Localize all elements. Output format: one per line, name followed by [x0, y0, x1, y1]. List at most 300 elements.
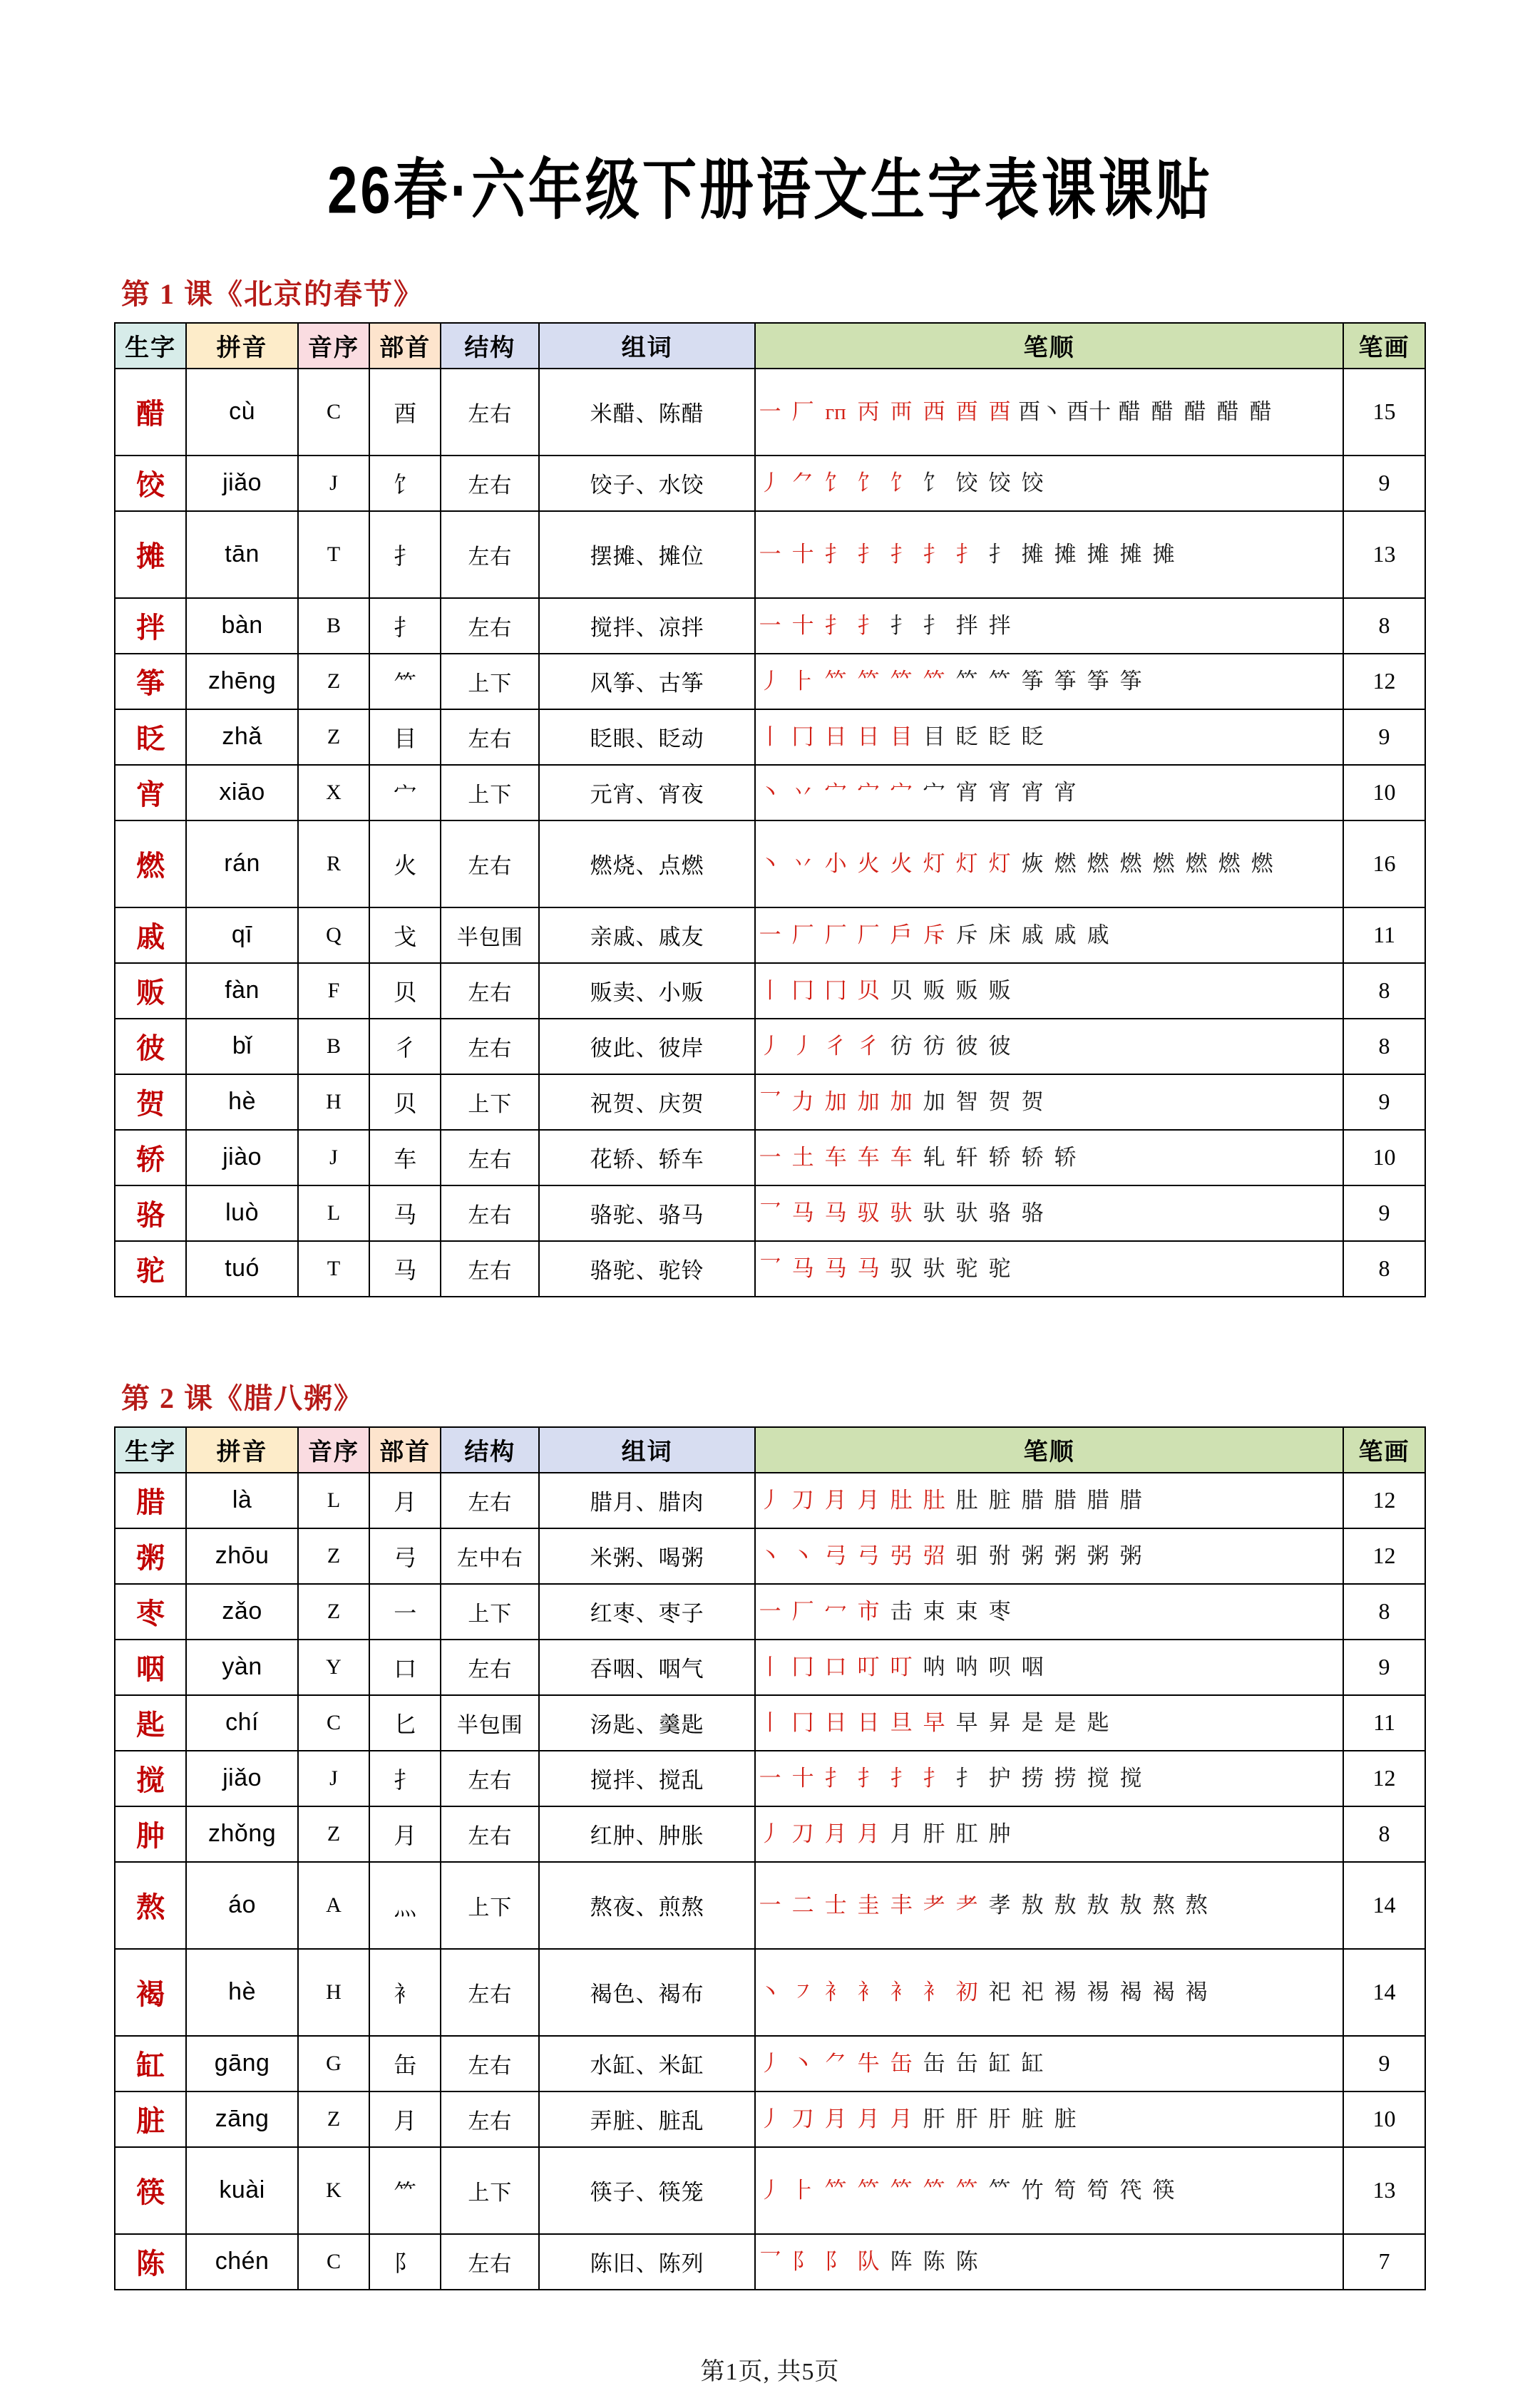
stroke-order-cell — [755, 456, 1343, 511]
pinyin-cell: tuó — [186, 1241, 298, 1297]
stroke-order-cell — [755, 1130, 1343, 1185]
stroke-sequence — [756, 1542, 1343, 1570]
zuci-cell: 眨眼、眨动 — [539, 709, 755, 765]
character-cell: 熬 — [115, 1862, 186, 1949]
stroke-step: 扌 — [923, 541, 945, 567]
character-cell: 骆 — [115, 1185, 186, 1241]
pinyin-cell: jiào — [186, 1130, 298, 1185]
stroke-step: 酉 — [988, 398, 1011, 424]
table-header-row — [115, 1427, 1425, 1473]
stroke-step: 𥫗 — [890, 2177, 913, 2203]
stroke-order-cell — [755, 765, 1343, 820]
stroke-step: 驭 — [890, 1255, 913, 1281]
stroke-step: 筝 — [1087, 668, 1109, 694]
jiegou-cell: 左右 — [441, 598, 539, 654]
pinyin-cell: bàn — [186, 598, 298, 654]
zuci-cell: 饺子、水饺 — [539, 456, 755, 511]
stroke-sequence — [756, 2248, 1343, 2276]
jiegou-cell: 左右 — [441, 1949, 539, 2036]
stroke-step: 日 — [857, 724, 880, 749]
character-cell: 贺 — [115, 1074, 186, 1130]
zuci-cell: 贩卖、小贩 — [539, 963, 755, 1019]
column-header-bihua: 笔画 — [1343, 1427, 1425, 1473]
stroke-step: 月 — [857, 1487, 880, 1513]
zuci-cell: 骆驼、骆马 — [539, 1185, 755, 1241]
stroke-step: 衤 — [824, 1979, 847, 2005]
stroke-step: 丶 — [759, 779, 781, 805]
stroke-step: 冂 — [791, 1654, 814, 1679]
jiegou-cell: 上下 — [441, 654, 539, 709]
stroke-step: 轿 — [1021, 1144, 1044, 1170]
stroke-step: 燃 — [1218, 850, 1241, 876]
stroke-step: 厂 — [824, 922, 847, 947]
bushou-cell: ⺮ — [369, 654, 441, 709]
stroke-step: 灯 — [988, 850, 1011, 876]
stroke-step: 丷 — [791, 850, 814, 876]
character-cell: 缸 — [115, 2036, 186, 2091]
yinxu-cell: B — [298, 598, 369, 654]
character-cell: 饺 — [115, 456, 186, 511]
stroke-step: 褐 — [1152, 1979, 1175, 2005]
pinyin-cell: yàn — [186, 1640, 298, 1695]
table-header-row — [115, 323, 1425, 369]
stroke-step: 丰 — [890, 1892, 913, 1918]
stroke-step: 马 — [824, 1255, 847, 1281]
stroke-step: ⺈ — [824, 2050, 847, 2076]
yinxu-cell: Q — [298, 907, 369, 963]
stroke-step: 肚 — [923, 1487, 945, 1513]
bushou-cell: 衤 — [369, 1949, 441, 2036]
bushou-cell: 匕 — [369, 1695, 441, 1751]
jiegou-cell: 左右 — [441, 709, 539, 765]
stroke-step: 厂 — [791, 922, 814, 947]
stroke-step: 贩 — [955, 977, 978, 1003]
character-cell: 枣 — [115, 1584, 186, 1640]
zuci-cell: 搅拌、凉拌 — [539, 598, 755, 654]
column-header-zuci: 组词 — [539, 1427, 755, 1473]
stroke-step: 醋 — [1151, 398, 1174, 424]
table-row — [115, 369, 1425, 456]
stroke-step: 月 — [890, 1821, 913, 1846]
stroke-sequence — [756, 398, 1343, 426]
jiegou-cell: 上下 — [441, 1862, 539, 1949]
stroke-step: 呐 — [923, 1654, 945, 1679]
stroke-step: 士 — [824, 1892, 847, 1918]
stroke-step: 摊 — [1021, 541, 1044, 567]
zuci-cell: 元宵、宵夜 — [539, 765, 755, 820]
stroke-order-cell — [755, 2036, 1343, 2091]
character-cell: 戚 — [115, 907, 186, 963]
stroke-sequence — [756, 667, 1343, 696]
stroke-sequence — [756, 723, 1343, 751]
table-row — [115, 907, 1425, 963]
bushou-cell: 口 — [369, 1640, 441, 1695]
table-row — [115, 654, 1425, 709]
stroke-step: 燃 — [1185, 850, 1208, 876]
stroke-count-cell: 9 — [1343, 709, 1425, 765]
stroke-step: 护 — [988, 1765, 1011, 1791]
stroke-sequence — [756, 850, 1343, 878]
stroke-step: 阝 — [824, 2248, 847, 2274]
stroke-step: 饺 — [988, 470, 1011, 495]
stroke-step: 驮 — [955, 1200, 978, 1225]
stroke-step: 呗 — [988, 1654, 1011, 1679]
zuci-cell: 弄脏、脏乱 — [539, 2091, 755, 2147]
stroke-step: 丨 — [759, 724, 781, 749]
stroke-step: 饣 — [890, 470, 913, 495]
column-header-yinxu: 音序 — [298, 1427, 369, 1473]
stroke-step: 祀 — [988, 1979, 1011, 2005]
column-header-zuci: 组词 — [539, 323, 755, 369]
stroke-step: ㇇ — [791, 1979, 814, 2005]
pinyin-cell: qī — [186, 907, 298, 963]
stroke-step: 火 — [857, 850, 880, 876]
stroke-step: 丿 — [759, 2177, 781, 2203]
stroke-step: 戚 — [1087, 922, 1109, 947]
stroke-sequence — [756, 1709, 1343, 1737]
bushou-cell: 弓 — [369, 1528, 441, 1584]
pinyin-cell: fàn — [186, 963, 298, 1019]
stroke-step: 轿 — [1054, 1144, 1077, 1170]
pinyin-cell: kuài — [186, 2147, 298, 2234]
stroke-step: 摊 — [1087, 541, 1109, 567]
stroke-step: 醋 — [1118, 398, 1141, 424]
bushou-cell: 灬 — [369, 1862, 441, 1949]
table-row — [115, 963, 1425, 1019]
zuci-cell: 彼此、彼岸 — [539, 1019, 755, 1074]
stroke-order-cell — [755, 1019, 1343, 1074]
stroke-step: 宀 — [824, 779, 847, 805]
stroke-order-cell — [755, 1473, 1343, 1528]
pinyin-cell: bǐ — [186, 1019, 298, 1074]
stroke-step: 耂 — [955, 1892, 978, 1918]
stroke-step: 彷 — [923, 1033, 945, 1059]
stroke-count-cell: 9 — [1343, 2036, 1425, 2091]
zuci-cell: 米粥、喝粥 — [539, 1528, 755, 1584]
bushou-cell: 马 — [369, 1241, 441, 1297]
stroke-step: 一 — [759, 1765, 781, 1791]
stroke-step: 彼 — [955, 1033, 978, 1059]
stroke-step: 褐 — [1185, 1979, 1208, 2005]
stroke-step: 马 — [791, 1200, 814, 1225]
table-row — [115, 1074, 1425, 1130]
stroke-step: 丨 — [759, 977, 781, 1003]
yinxu-cell: Z — [298, 709, 369, 765]
character-cell: 醋 — [115, 369, 186, 456]
stroke-count-cell: 15 — [1343, 369, 1425, 456]
stroke-step: 扌 — [824, 541, 847, 567]
zuci-cell: 水缸、米缸 — [539, 2036, 755, 2091]
stroke-step: 车 — [890, 1144, 913, 1170]
stroke-order-cell — [755, 1806, 1343, 1862]
character-cell: 彼 — [115, 1019, 186, 1074]
table-row — [115, 1806, 1425, 1862]
stroke-order-cell — [755, 369, 1343, 456]
bushou-cell: 戈 — [369, 907, 441, 963]
stroke-step: 耂 — [923, 1892, 945, 1918]
stroke-count-cell: 14 — [1343, 1862, 1425, 1949]
stroke-step: 月 — [824, 1821, 847, 1846]
stroke-count-cell: 9 — [1343, 1640, 1425, 1695]
stroke-step: 脏 — [1021, 2106, 1044, 2131]
stroke-step: 摊 — [1054, 541, 1077, 567]
yinxu-cell: H — [298, 1074, 369, 1130]
stroke-step: 斥 — [923, 922, 945, 947]
table-row — [115, 1528, 1425, 1584]
character-cell: 摊 — [115, 511, 186, 598]
zuci-cell: 米醋、陈醋 — [539, 369, 755, 456]
zuci-cell: 红枣、枣子 — [539, 1584, 755, 1640]
stroke-step: 枣 — [988, 1598, 1011, 1624]
stroke-step: 腊 — [1087, 1487, 1109, 1513]
stroke-step: 日 — [857, 1709, 880, 1735]
stroke-step: 肚 — [890, 1487, 913, 1513]
stroke-step: 厂 — [791, 1598, 814, 1624]
stroke-step: ⺈ — [791, 470, 814, 495]
stroke-step: 丷 — [791, 779, 814, 805]
stroke-step: 𥫗 — [988, 2177, 1011, 2203]
table-body-2 — [115, 1473, 1425, 2290]
lesson-section-1 — [114, 272, 1426, 1297]
stroke-order-cell — [755, 1949, 1343, 2036]
stroke-step: 力 — [791, 1089, 814, 1114]
stroke-step: 驮 — [923, 1255, 945, 1281]
stroke-count-cell: 12 — [1343, 654, 1425, 709]
stroke-step: 彳 — [857, 1033, 880, 1059]
stroke-step: 宵 — [988, 779, 1011, 805]
stroke-count-cell: 13 — [1343, 2147, 1425, 2234]
zuci-cell: 燃烧、点燃 — [539, 820, 755, 907]
pinyin-cell: là — [186, 1473, 298, 1528]
stroke-step: 烣 — [1021, 850, 1044, 876]
table-body-1 — [115, 369, 1425, 1297]
column-header-yinxu: 音序 — [298, 323, 369, 369]
stroke-step: 𥫗 — [824, 2177, 847, 2203]
bushou-cell: 扌 — [369, 511, 441, 598]
character-cell: 拌 — [115, 598, 186, 654]
jiegou-cell: 左右 — [441, 369, 539, 456]
stroke-step: 十 — [791, 1765, 814, 1791]
yinxu-cell: Z — [298, 654, 369, 709]
zuci-cell: 褐色、褐布 — [539, 1949, 755, 2036]
stroke-step: 搅 — [1119, 1765, 1142, 1791]
stroke-sequence — [756, 1891, 1343, 1920]
stroke-step: 衤 — [857, 1979, 880, 2005]
zuci-cell: 陈旧、陈列 — [539, 2234, 755, 2290]
stroke-step: гп — [825, 398, 846, 424]
stroke-step: 肚 — [955, 1487, 978, 1513]
stroke-step: 冂 — [791, 977, 814, 1003]
stroke-step: 叮 — [890, 1654, 913, 1679]
stroke-sequence — [756, 612, 1343, 640]
bushou-cell: 扌 — [369, 1751, 441, 1806]
stroke-step: 贩 — [923, 977, 945, 1003]
stroke-order-cell — [755, 1640, 1343, 1695]
stroke-count-cell: 16 — [1343, 820, 1425, 907]
yinxu-cell: H — [298, 1949, 369, 2036]
stroke-step: 筝 — [1119, 668, 1142, 694]
yinxu-cell: Z — [298, 1584, 369, 1640]
jiegou-cell: 左右 — [441, 2091, 539, 2147]
bushou-cell: 彳 — [369, 1019, 441, 1074]
yinxu-cell: J — [298, 1751, 369, 1806]
bushou-cell: 一 — [369, 1584, 441, 1640]
stroke-step: 丿 — [759, 1033, 781, 1059]
stroke-order-cell — [755, 1185, 1343, 1241]
stroke-step: 初 — [955, 1979, 978, 2005]
stroke-sequence — [756, 469, 1343, 498]
pinyin-cell: jiǎo — [186, 1751, 298, 1806]
stroke-step: 束 — [955, 1598, 978, 1624]
stroke-step: 酉十 — [1067, 398, 1112, 424]
stroke-step: 丶 — [791, 2050, 814, 2076]
stroke-step: 敖 — [1119, 1892, 1142, 1918]
stroke-sequence — [756, 1032, 1343, 1061]
jiegou-cell: 左右 — [441, 1130, 539, 1185]
stroke-order-cell — [755, 1751, 1343, 1806]
stroke-step: 肝 — [955, 2106, 978, 2131]
stroke-step: 弓 — [824, 1543, 847, 1568]
table-row — [115, 1751, 1425, 1806]
stroke-step: 饺 — [1021, 470, 1044, 495]
character-cell: 脏 — [115, 2091, 186, 2147]
stroke-step: 扌 — [857, 541, 880, 567]
stroke-step: 丶 — [759, 1543, 781, 1568]
stroke-step: 丶 — [759, 1979, 781, 2005]
stroke-step: 阝 — [791, 2248, 814, 2274]
stroke-step: 灯 — [923, 850, 945, 876]
stroke-step: 饣 — [824, 470, 847, 495]
jiegou-cell: 左右 — [441, 1806, 539, 1862]
stroke-step: 缶 — [955, 2050, 978, 2076]
lesson-section-2 — [114, 1376, 1426, 2290]
yinxu-cell: T — [298, 1241, 369, 1297]
stroke-order-cell — [755, 2147, 1343, 2234]
jiegou-cell: 左右 — [441, 2234, 539, 2290]
stroke-order-cell — [755, 598, 1343, 654]
stroke-step: 襾 — [890, 398, 913, 424]
stroke-step: 𥫗 — [955, 2177, 978, 2203]
stroke-step: 摊 — [1119, 541, 1142, 567]
stroke-sequence — [756, 1978, 1343, 2007]
stroke-step: 加 — [824, 1089, 847, 1114]
stroke-step: 丿 — [759, 668, 781, 694]
stroke-step: 饣 — [857, 470, 880, 495]
stroke-step: 马 — [824, 1200, 847, 1225]
stroke-step: 冂 — [791, 724, 814, 749]
character-cell: 贩 — [115, 963, 186, 1019]
stroke-step: 扌 — [988, 541, 1011, 567]
stroke-count-cell: 9 — [1343, 456, 1425, 511]
stroke-step: 丿 — [759, 2106, 781, 2131]
zuci-cell: 风筝、古筝 — [539, 654, 755, 709]
stroke-count-cell: 8 — [1343, 1241, 1425, 1297]
stroke-step: 贺 — [988, 1089, 1011, 1114]
stroke-step: 粥 — [1087, 1543, 1109, 1568]
stroke-step: 加 — [923, 1089, 945, 1114]
stroke-step: 牛 — [857, 2050, 880, 2076]
stroke-step: 丿 — [759, 2050, 781, 2076]
bushou-cell: 月 — [369, 1806, 441, 1862]
table-row — [115, 1584, 1425, 1640]
yinxu-cell: L — [298, 1185, 369, 1241]
stroke-step: ⺊ — [791, 668, 814, 694]
character-cell: 筷 — [115, 2147, 186, 2234]
stroke-sequence — [756, 977, 1343, 1005]
stroke-step: 驼 — [955, 1255, 978, 1281]
column-header-jiegou: 结构 — [441, 323, 539, 369]
bushou-cell: 阝 — [369, 2234, 441, 2290]
yinxu-cell: Z — [298, 1528, 369, 1584]
stroke-step: 缶 — [923, 2050, 945, 2076]
stroke-step: 旦 — [890, 1709, 913, 1735]
character-cell: 陈 — [115, 2234, 186, 2290]
stroke-count-cell: 9 — [1343, 1185, 1425, 1241]
zuci-cell: 熬夜、煎熬 — [539, 1862, 755, 1949]
table-row — [115, 598, 1425, 654]
yinxu-cell: K — [298, 2147, 369, 2234]
jiegou-cell: 左右 — [441, 1019, 539, 1074]
stroke-step: 拌 — [988, 612, 1011, 638]
table-row — [115, 1019, 1425, 1074]
stroke-step: 笱 — [1087, 2177, 1109, 2203]
stroke-step: 肿 — [988, 1821, 1011, 1846]
stroke-step: 𥫗 — [890, 668, 913, 694]
pinyin-cell: hè — [186, 1074, 298, 1130]
stroke-step: 宵 — [955, 779, 978, 805]
stroke-sequence — [756, 1820, 1343, 1848]
stroke-step: 一 — [759, 541, 781, 567]
stroke-count-cell: 8 — [1343, 1584, 1425, 1640]
stroke-sequence — [756, 1486, 1343, 1515]
stroke-count-cell: 10 — [1343, 765, 1425, 820]
stroke-step: 宀 — [923, 779, 945, 805]
stroke-sequence — [756, 2105, 1343, 2134]
stroke-step: 宀 — [890, 779, 913, 805]
stroke-step: 扌 — [955, 541, 978, 567]
stroke-step: 扌 — [955, 1765, 978, 1791]
stroke-step: 腊 — [1054, 1487, 1077, 1513]
worksheet-page — [0, 36, 1540, 2408]
stroke-sequence — [756, 2176, 1343, 2205]
stroke-step: 呐 — [955, 1654, 978, 1679]
stroke-step: 扌 — [923, 1765, 945, 1791]
stroke-step: 马 — [791, 1255, 814, 1281]
bushou-cell: 目 — [369, 709, 441, 765]
stroke-step: 祀 — [1021, 1979, 1044, 2005]
stroke-step: 戚 — [1054, 922, 1077, 947]
zuci-cell: 花轿、轿车 — [539, 1130, 755, 1185]
stroke-step: 月 — [857, 1821, 880, 1846]
stroke-step: 肝 — [988, 2106, 1011, 2131]
character-cell: 轿 — [115, 1130, 186, 1185]
stroke-sequence — [756, 778, 1343, 807]
stroke-step: 是 — [1021, 1709, 1044, 1735]
column-header-pinyin: 拼音 — [186, 323, 298, 369]
stroke-step: 加 — [857, 1089, 880, 1114]
stroke-count-cell: 8 — [1343, 963, 1425, 1019]
stroke-step: 拌 — [955, 612, 978, 638]
stroke-sequence — [756, 1255, 1343, 1283]
stroke-step: 床 — [988, 922, 1011, 947]
stroke-step: 扌 — [857, 1765, 880, 1791]
stroke-step: 粥 — [1054, 1543, 1077, 1568]
stroke-step: 昇 — [988, 1709, 1011, 1735]
pinyin-cell: zāng — [186, 2091, 298, 2147]
stroke-step: 月 — [890, 2106, 913, 2131]
stroke-step: 西 — [923, 398, 945, 424]
character-cell: 宵 — [115, 765, 186, 820]
